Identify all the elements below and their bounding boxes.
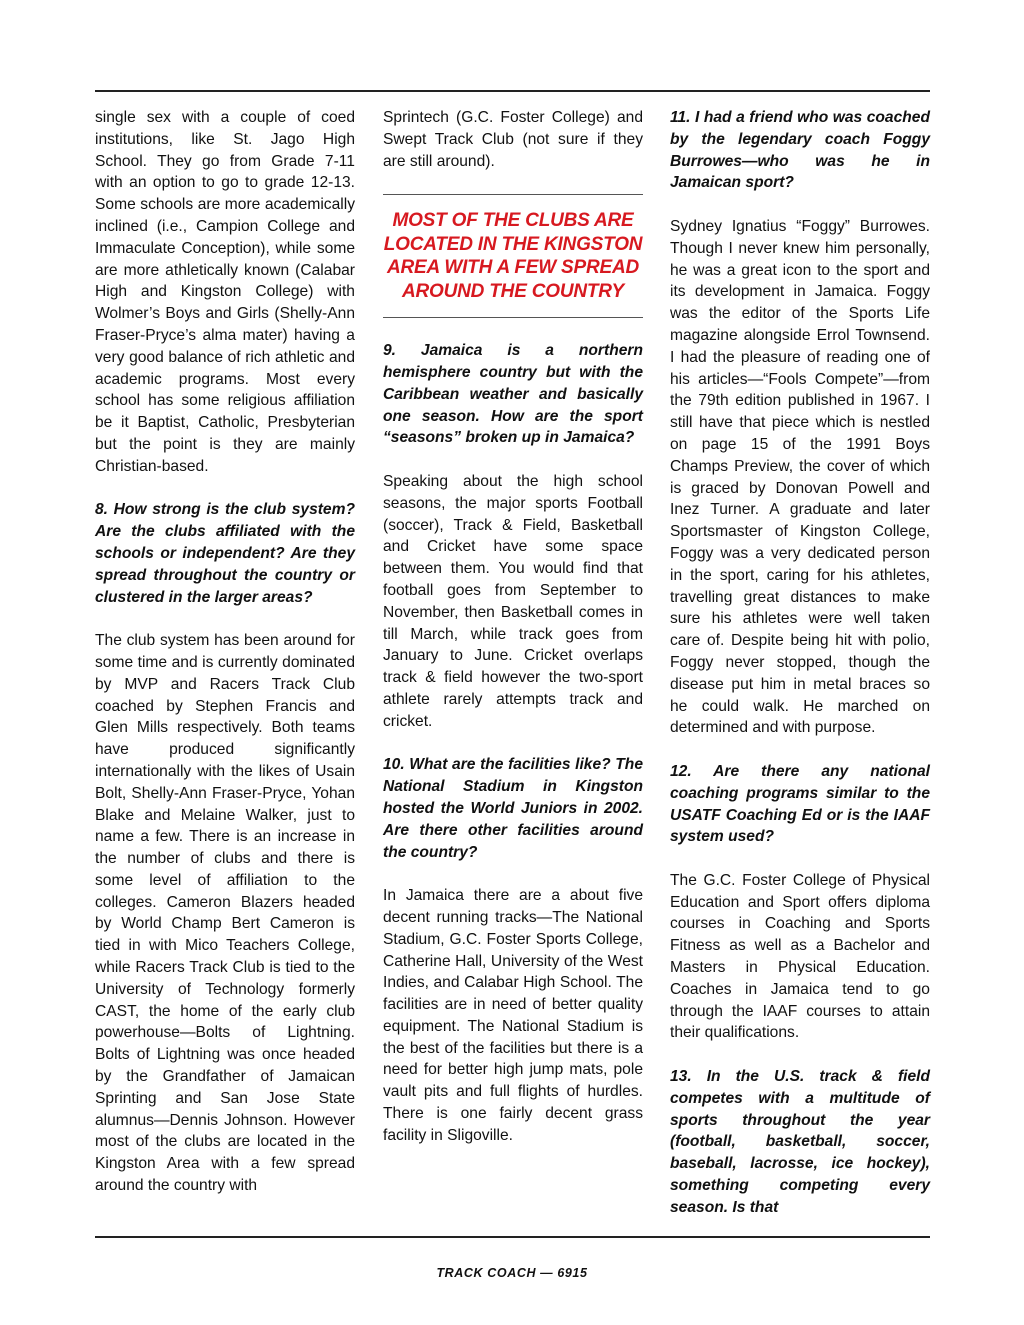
- question-12: 12. Are there any national coaching programs similar to the USATF Coaching Ed or is the IAAF system used?: [670, 762, 930, 846]
- column-2: [383, 107, 643, 1147]
- page-footer: TRACK COACH — 6915: [436, 1266, 588, 1280]
- question-9: 9. Jamaica is a northern hemisphere country but with the Caribbean weather and basically one season. How are the sport “seasons” broken up in Jamaica?: [383, 342, 643, 447]
- column-3: [670, 107, 930, 1219]
- answer-12: The G.C. Foster College of Physical Education and Sport offers diploma courses in Coaching and Sports Fitness as well as a Bachelor and Masters in Physical Education. Coaches in Jamaica tend to go through the IAAF courses to attain their qualifications.: [670, 871, 930, 1042]
- question-10: 10. What are the facilities like? The National Stadium in Kingston hosted the World Juniors in 2002. Are there other facilities around the country?: [383, 756, 643, 861]
- answer-9: Speaking about the high school seasons, the major sports Football (soccer), Track & Field, Basketball and Cricket have some space between them. You would find that football goes from September to November, then Basketball comes in till March, while track goes from January to June. Cricket overlaps track & field however the two-sport athlete rarely attempts track and cricket.: [383, 472, 643, 730]
- pull-quote-text: MOST OF THE CLUBS ARE LOCATED IN THE KINGSTON AREA WITH A FEW SPREAD AROUND THE COUNTRY: [383, 210, 643, 302]
- answer-8: The club system has been around for some time and is currently dominated by MVP and Racers Track Club coached by Stephen Francis and Glen Mills respectively. Both teams have produced significantly internationally with the likes of Usain Bolt, Shelly-Ann Fraser-Pryce, Yohan Blake and Melaine Walker, just to name a few. There is an increase in the number of clubs and there is some level of affiliation to the colleges. Cameron Blazers headed by World Champ Bert Cameron is tied in with Mico Teachers College, while Racers Track Club is tied to the University of Technology formerly CAST, the home of the early club powerhouse—Bolts of Lightning. Bolts of Lightning was once headed by the Grandfather of Jamaican Sprinting and San Jose State alumnus—Dennis Johnson. However most of the clubs are located in the Kingston Area with a few spread around the country with: [95, 632, 355, 1195]
- answer-11: Sydney Ignatius “Foggy” Burrowes. Though I never knew him personally, he was a great icon to the sport and its development in Jamaica. Foggy was the editor of the Sports Life magazine alongside Errol Townsend. I had the pleasure of reading one of his articles—“Fools Compete”—from the 79th edition published in 1967. I still have that piece which is nestled on page 15 of the 1991 Boys Champs Preview, the cover of which is graced by Donovan Powell and Inez Turner. A graduate and later Sportsmaster of Kingston College, Foggy was a very dedicated person in the sport, caring for his athletes, travelling great distances to make sure his athletes were well taken care of. Despite being hit with polio, Foggy never stopped, though the disease put him in metal braces so he could walk. He marched on determined and with purpose.: [670, 217, 930, 737]
- column-1: [95, 107, 355, 1197]
- question-11: 11. I had a friend who was coached by the legendary coach Foggy Burrowes—who was he in Jamaican sport?: [670, 109, 930, 192]
- answer-10: In Jamaica there are a about five decent running tracks—The National Stadium, G.C. Foster Sports College, Catherine Hall, University of the West Indies, and Calabar High School. The facilities are in need of better quality equipment. The National Stadium is the best of the facilities but there is a need for better high jump mats, pole vault pits and full flights of hurdles. There is one fairly decent grass facility in Sligoville.: [383, 887, 643, 1144]
- question-8: 8. How strong is the club system? Are the clubs affiliated with the schools or independent? Are they spread throughout the country or clustered in the larger areas?: [95, 501, 355, 606]
- bottom-rule: [95, 1236, 930, 1238]
- question-13: 13. In the U.S. track & field competes with a multitude of sports throughout the year (football, basketball, soccer, baseball, lacrosse, ice hockey), something competing every season. Is that: [670, 1068, 930, 1216]
- pull-quote: [383, 194, 643, 318]
- top-rule: [95, 90, 930, 92]
- col2-paragraph: Sprintech (G.C. Foster College) and Swept Track Club (not sure if they are still around).: [383, 109, 643, 170]
- col1-paragraph: single sex with a couple of coed institutions, like St. Jago High School. They go from Grade 7-11 with an option to go to grade 12-13. Some schools are more academically inclined (i.e., Campion College and Immaculate Conception), while some are more athletically known (Calabar High and Kingston College) with Wolmer’s Boys and Girls (Shelly-Ann Fraser-Pryce’s alma mater) having a very good balance of rich athletic and academic programs. Most every school has some religious affiliation be it Baptist, Catholic, Presbyterian but the point is they are mainly Christian-based.: [95, 109, 355, 475]
